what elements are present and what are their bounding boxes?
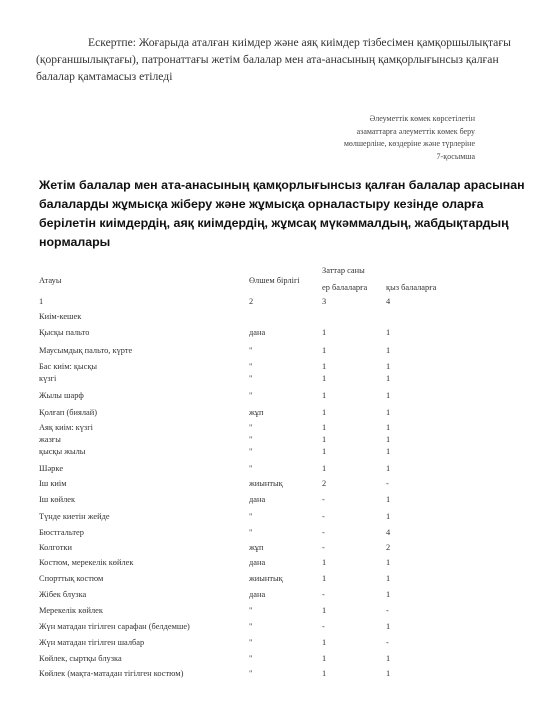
cell-girls: 1: [386, 654, 391, 663]
cell-unit: дана: [249, 495, 266, 504]
cell-name: күзгі: [39, 374, 57, 383]
cell-name: жазғы: [39, 435, 61, 444]
header-unit: Өлшем бірлігі: [249, 276, 300, 285]
document-title: Жетім балалар мен ата-анасының қамқорлығынсыз қалған балалар арасынан балаларды жұмысқа жіберу және жұмысқа орналастыру кезінде оларға берілетін киімдердің, аяқ киімдердің, жұмсақ мүкәммалдың, жабдықтардың нормалары: [39, 178, 525, 249]
cell-girls: 1: [386, 464, 391, 473]
cell-girls: -: [386, 638, 389, 647]
cell-boys: 1: [322, 328, 327, 337]
appendix-line: азаматтарға әлеуметтік көмек беру: [356, 126, 475, 136]
header-girls: қыз балаларға: [386, 283, 437, 292]
cell-girls: 1: [386, 574, 391, 583]
cell-unit: ": [249, 346, 253, 355]
cell-girls: 1: [386, 512, 391, 521]
cell-boys: 1: [322, 362, 327, 371]
cell-girls: 1: [386, 374, 391, 383]
cell-girls: 1: [386, 362, 391, 371]
cell-name: Көйлек, сыртқы блузка: [39, 654, 122, 663]
cell-unit: дана: [249, 328, 266, 337]
cell-boys: -: [322, 590, 325, 599]
cell-boys: -: [322, 495, 325, 504]
cell-unit: дана: [249, 558, 266, 567]
cell-name: Бас киім: қысқы: [39, 362, 98, 371]
cell-girls: 1: [386, 622, 391, 631]
cell-name: Жүн матадан тігілген шалбар: [39, 638, 145, 647]
cell-boys: 1: [322, 346, 327, 355]
cell-unit: жиынтық: [249, 574, 283, 583]
cell-name: Аяқ киім: күзгі: [39, 423, 93, 432]
cell-girls: 1: [386, 346, 391, 355]
cell-girls: 1: [386, 558, 391, 567]
cell-unit: ": [249, 622, 253, 631]
cell-girls: 1: [386, 495, 391, 504]
cell-boys: 1: [322, 606, 327, 615]
cell-unit: ": [249, 669, 253, 678]
cell-name: Бюстгальтер: [39, 528, 84, 537]
cell-name: Колготки: [39, 543, 72, 552]
cell-girls: 1: [386, 423, 391, 432]
cell-boys: 1: [322, 638, 327, 647]
cell-name: Костюм, мерекелік көйлек: [39, 558, 134, 567]
cell-name: қысқы жылы: [39, 447, 86, 456]
cell-name: Түнде киетін жейде: [39, 512, 110, 521]
cell-unit: ": [249, 464, 253, 473]
cell-name: Жылы шарф: [39, 391, 84, 400]
column-number: 3: [322, 297, 327, 306]
header-count: Заттар саны: [322, 266, 365, 275]
cell-unit: ": [249, 435, 253, 444]
cell-girls: 2: [386, 543, 391, 552]
cell-boys: -: [322, 528, 325, 537]
cell-boys: 1: [322, 464, 327, 473]
appendix-line: Әлеуметтік көмек көрсетілетін: [369, 114, 475, 123]
cell-unit: ": [249, 528, 253, 537]
cell-boys: -: [322, 622, 325, 631]
cell-girls: -: [386, 606, 389, 615]
cell-name: Қысқы пальто: [39, 328, 90, 337]
cell-boys: 1: [322, 423, 327, 432]
cell-girls: 4: [386, 528, 391, 537]
cell-name: Қолғап (биялай): [39, 408, 98, 417]
cell-unit: ": [249, 512, 253, 521]
cell-girls: 1: [386, 408, 391, 417]
cell-unit: ": [249, 447, 253, 456]
cell-boys: 1: [322, 408, 327, 417]
column-number: 4: [386, 297, 391, 306]
cell-unit: ": [249, 391, 253, 400]
column-number: 2: [249, 297, 254, 306]
cell-unit: жұп: [249, 408, 264, 417]
cell-boys: 1: [322, 435, 327, 444]
cell-girls: 1: [386, 435, 391, 444]
header-boys: ер балаларға: [322, 283, 368, 292]
cell-unit: ": [249, 654, 253, 663]
cell-name: Көйлек (мақта-матадан тігілген костюм): [39, 669, 184, 678]
cell-boys: 1: [322, 654, 327, 663]
cell-name: Іш көйлек: [39, 495, 76, 504]
appendix-line: мөлшерліне, көздеріне және түрлеріне: [343, 139, 475, 148]
cell-boys: -: [322, 512, 325, 521]
cell-boys: 1: [322, 558, 327, 567]
cell-name: Маусымдық пальто, күрте: [39, 346, 133, 355]
cell-name: Іш киім: [39, 479, 67, 488]
cell-boys: 2: [322, 479, 327, 488]
cell-boys: 1: [322, 391, 327, 400]
cell-boys: -: [322, 543, 325, 552]
cell-name: Киім-кешек: [39, 312, 82, 321]
cell-unit: ": [249, 606, 253, 615]
cell-unit: ": [249, 374, 253, 383]
header-name: Атауы: [39, 276, 62, 285]
cell-boys: 1: [322, 374, 327, 383]
cell-girls: 1: [386, 590, 391, 599]
cell-girls: 1: [386, 391, 391, 400]
cell-name: Мерекелік көйлек: [39, 606, 103, 615]
cell-girls: -: [386, 479, 389, 488]
column-number: 1: [39, 297, 44, 306]
cell-unit: ": [249, 638, 253, 647]
cell-unit: ": [249, 362, 253, 371]
footnote-paragraph: Ескертпе: Жоғарыда аталған киімдер және аяқ киімдер тізбесімен қамқоршылықтағы (қорғаншылықтағы), патронаттағы жетім балалар мен ата-анасының қамқорлығынсыз қалған балалар қамтамасыз етіледі: [36, 36, 511, 83]
cell-name: Спорттық костюм: [39, 574, 104, 583]
cell-boys: 1: [322, 447, 327, 456]
cell-name: Шәркe: [39, 464, 64, 473]
cell-unit: жиынтық: [249, 479, 283, 488]
appendix-number: 7-қосымша: [436, 151, 475, 161]
cell-unit: ": [249, 423, 253, 432]
cell-unit: жұп: [249, 543, 264, 552]
cell-name: Жүн матадан тігілген сарафан (белдемше): [39, 622, 190, 631]
cell-boys: 1: [322, 574, 327, 583]
cell-unit: дана: [249, 590, 266, 599]
cell-girls: 1: [386, 328, 391, 337]
cell-boys: 1: [322, 669, 327, 678]
cell-girls: 1: [386, 669, 391, 678]
cell-name: Жібек блузка: [39, 590, 87, 599]
cell-girls: 1: [386, 447, 391, 456]
